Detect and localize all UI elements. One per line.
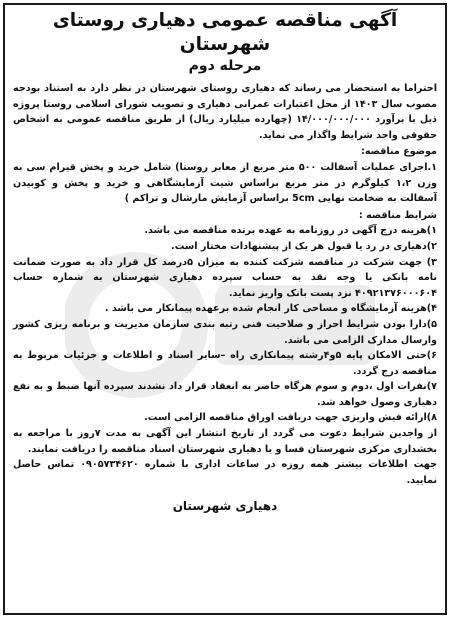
condition-item: ۸)ارائه فیش واریزی جهت دریافت اوراق مناقصه الزامی است. — [144, 412, 437, 424]
notice-frame — [3, 3, 447, 615]
condition-item: ۱)هزینه درج آگهی در روزنامه به عهده برنده مناقصه می باشد. — [144, 225, 437, 237]
notice-intro: احتراما به استحضار می رساند که دهیاری روستای شهرستان در نظر دارد به استناد بودجه مصوب سال ۱۴۰۳ از محل اعتبارات عمرانی دهیاری و تصویب شورای اسلامی روستا پروژه ذیل با برآورد ۱۴/۰۰۰/۰۰۰/۰۰۰ (چهارده میلیارد ریال) از طریق مناقصه عمومی به اشخاص حقوقی واجد شرایط واگذار می نماید. — [13, 83, 437, 141]
subject-text: ۱.اجرای عملیات آسفالت ۵۰۰ متر مربع از معابر روستا) شامل خرید و پخش قیرام سی به وزن ۱،۲ کیلوگرم در متر مربع براساس شیت آزمایشگاهی و خرید و پخش و کوبیدن آسفالت به ضخامت نهایی 5cm براساس آزمایش مارشال و تراکم ) — [13, 161, 437, 205]
notice-body — [5, 5, 445, 515]
subject-heading: موضوع مناقصه: — [361, 146, 437, 158]
signature: دهیاری شهرستان — [172, 499, 278, 514]
conditions-heading: شرایط مناقصه : — [358, 209, 437, 221]
condition-item: ۴)هزینه آزمایشگاه و مساحی کار انجام شده برعهده پیمانکار می باشد . — [104, 303, 437, 315]
condition-item: ۳) جهت شرکت در مناقصه شرکت کننده به میزان ۵درصد کل قرار داد به صورت ضمانت نامه بانکی یا وجه نقد به حساب سپرده دهیاری شهرستان به شماره حساب ۴۰۹۲۱۳۷۶۰۰۰۶۰۴ نزد پست بانک واریز نماید. — [13, 256, 438, 299]
notice-title: آگهی مناقصه عمومی دهیاری روستای شهرستان — [52, 10, 398, 55]
condition-item: ۷)نفرات اول ،دوم و سوم هرگاه حاضر به انعقاد قرار داد نشدند سپرده آنها ضبط و به نفع دهیاری وصول خواهد شد. — [13, 381, 437, 408]
condition-item: ۲)دهیاری در رد یا قبول هر یک از پیشنهادات مختار است. — [171, 240, 437, 252]
condition-item: ۶)حتی الامکان پایه ۵و۴رشته پیمانکاری راه –سایر اسناد و اطلاعات و جزئیات مربوط به مناقصه درج گردد. — [13, 350, 437, 377]
condition-item: ۵)دارا بودن شرایط احراز و صلاحیت فنی رتبه بندی سازمان مدیریت و برنامه ریزی کشور وارسال مدارک الزامی می باشد. — [13, 318, 437, 346]
contact-text: جهت اطلاعات بیشتر همه روزه در ساعات اداری با شماره ۰۹۰۵۷۳۴۶۲۰ تماس حاصل نمایید. — [13, 459, 438, 486]
notice-stage: مرحله دوم — [188, 58, 262, 74]
invitation-text: از واجدین شرایط دعوت می گردد از تاریخ انتشار این آگهی به مدت ۷روز با مراجعه به بخشداری مرکزی شهرستان فسا و یا دهیاری شهرستان اسناد مناقصه را دریافت نمایند. — [13, 428, 437, 455]
